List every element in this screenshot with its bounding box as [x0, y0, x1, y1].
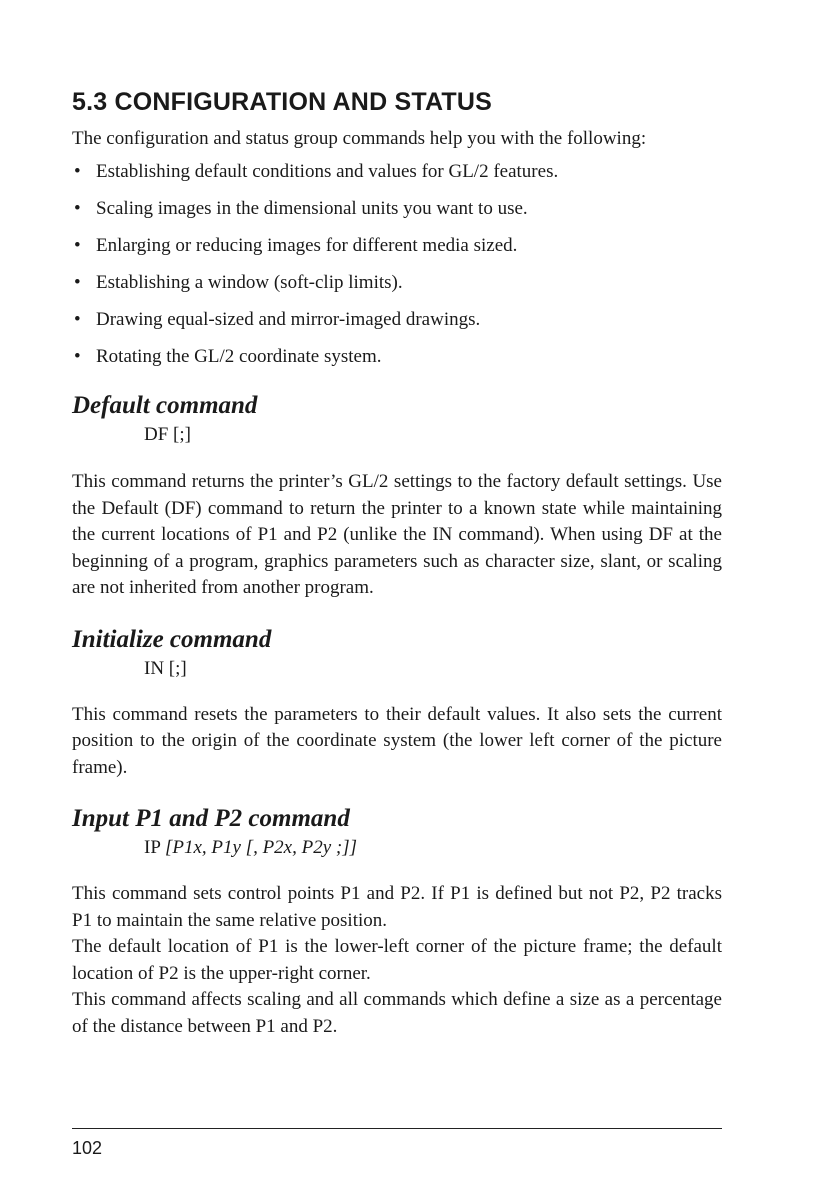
- list-item: • Enlarging or reducing images for different media sized.: [72, 232, 722, 259]
- section-title: 5.3 CONFIGURATION AND STATUS: [72, 88, 492, 116]
- list-item: • Rotating the GL/2 coordinate system.: [72, 343, 722, 370]
- feature-list: [72, 158, 722, 370]
- footer-divider: [72, 1128, 722, 1129]
- bullet-icon: •: [74, 309, 81, 330]
- input-p1-p2-paragraph: This command sets control points P1 and P2. If P1 is defined but not P2, P2 tracks P1 to maintain the same relative position.: [72, 883, 722, 931]
- initialize-command-syntax: IN [;]: [144, 657, 187, 679]
- initialize-command-description: This command resets the parameters to their default values. It also sets the current position to the origin of the coordinate system (the lower left corner of the picture frame).: [72, 703, 722, 778]
- input-p1-p2-paragraph: This command affects scaling and all commands which define a size as a percentage of the distance between P1 and P2.: [72, 989, 722, 1037]
- section-intro: The configuration and status group commands help you with the following:: [72, 128, 647, 149]
- input-p1-p2-command-syntax: [144, 835, 722, 861]
- input-p1-p2-paragraph: The default location of P1 is the lower-left corner of the picture frame; the default location of P2 is the upper-right corner.: [72, 936, 722, 984]
- list-item: • Drawing equal-sized and mirror-imaged drawings.: [72, 306, 722, 333]
- page-number: 102: [72, 1138, 103, 1158]
- default-command-section: [72, 392, 722, 602]
- syntax-command: IP: [144, 837, 161, 858]
- list-item: • Establishing default conditions and values for GL/2 features.: [72, 158, 722, 185]
- default-command-syntax: DF [;]: [144, 424, 191, 445]
- input-p1-p2-command-section: [72, 805, 722, 1040]
- initialize-command-title: Initialize command: [72, 625, 272, 653]
- input-p1-p2-command-title: Input P1 and P2 command: [72, 805, 350, 832]
- list-item: • Scaling images in the dimensional units you want to use.: [72, 195, 722, 222]
- bullet-icon: •: [74, 346, 81, 367]
- default-command-description: This command returns the printer’s GL/2 settings to the factory default settings. Use the Default (DF) command to return the printer to a known state while maintaining the current locations of P1 and P2 (unlike the IN command). When using DF at the beginning of a program, graphics parameters such as character size, slant, or scaling are not inherited from another program.: [72, 471, 722, 598]
- document-page: [72, 88, 722, 1040]
- default-command-title: Default command: [72, 392, 258, 419]
- syntax-arguments: [P1x, P1y [, P2x, P2y ;]]: [164, 837, 358, 858]
- initialize-command-section: [72, 626, 722, 782]
- list-item: • Establishing a window (soft-clip limits).: [72, 269, 722, 296]
- bullet-icon: •: [74, 161, 81, 182]
- bullet-icon: •: [74, 272, 81, 293]
- bullet-icon: •: [74, 198, 81, 219]
- bullet-icon: •: [74, 235, 81, 256]
